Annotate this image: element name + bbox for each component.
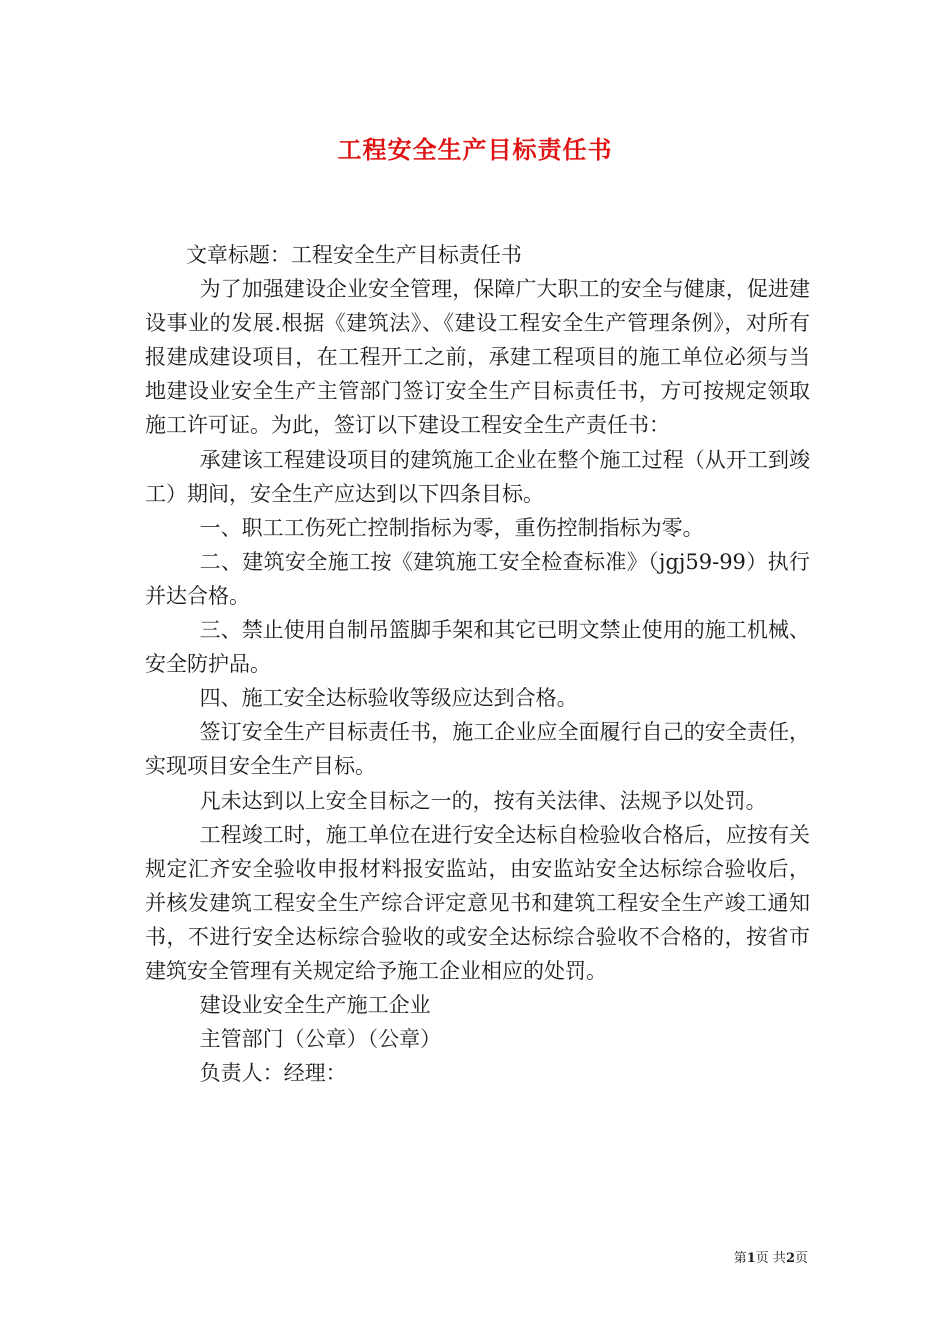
document-title: 工程安全生产目标责任书 (337, 135, 613, 164)
paragraph-goal-2: 二、建筑安全施工按《建筑施工安全检查标准》（jgj59-99）执行并达合格。 (145, 549, 810, 608)
paragraph-completion: 工程竣工时，施工单位在进行安全达标自检验收合格后，应按有关规定汇齐安全验收申报材料报安监站，由安监站安全达标综合验收后，并核发建筑工程安全生产综合评定意见书和建筑工程安全生产竣工通知书，不进行安全达标综合验收的或安全达标综合验收不合格的，按省市建筑安全管理有关规定给予施工企业相应的处罚。 (145, 822, 810, 983)
paragraph-goal-3: 三、禁止使用自制吊篮脚手架和其它已明文禁止使用的施工机械、安全防护品。 (145, 618, 810, 677)
paragraph-penalty: 凡未达到以上安全目标之一的，按有关法律、法规予以处罚。 (199, 788, 767, 813)
paragraph-goal-1: 一、职工工伤死亡控制指标为零，重伤控制指标为零。 (199, 515, 704, 540)
signature-persons: 负责人：经理： (199, 1061, 347, 1086)
signature-seals: 主管部门（公章）（公章） (199, 1027, 442, 1052)
paragraph-responsibility: 签订安全生产目标责任书，施工企业应全面履行自己的安全责任，实现项目安全生产目标。 (145, 720, 810, 779)
paragraph-goal-4: 四、施工安全达标验收等级应达到合格。 (199, 686, 578, 711)
footer-current-page: 1 (746, 1251, 756, 1266)
footer-total-pages: 2 (785, 1251, 795, 1266)
paragraph-goals-intro: 承建该工程建设项目的建筑施工企业在整个施工过程（从开工到竣工）期间，安全生产应达到以下四条目标。 (145, 447, 810, 506)
footer-prefix: 第 (733, 1251, 747, 1266)
page-footer (0, 1250, 808, 1268)
signature-organizations: 建设业安全生产施工企业 (199, 993, 431, 1018)
document-body (145, 238, 810, 1090)
footer-suffix: 页 (794, 1251, 808, 1266)
footer-middle: 页 共 (755, 1251, 786, 1266)
article-title-line: 文章标题：工程安全生产目标责任书 (185, 243, 522, 267)
paragraph-intro: 为了加强建设企业安全管理，保障广大职工的安全与健康，促进建设事业的发展.根据《建筑法》、《建设工程安全生产管理条例》，对所有报建成建设项目，在工程开工之前，承建工程项目的施工单位必须与当地建设业安全生产主管部门签订安全生产目标责任书，方可按规定领取施工许可证。为此，签订以下建设工程安全生产责任书： (145, 277, 810, 438)
